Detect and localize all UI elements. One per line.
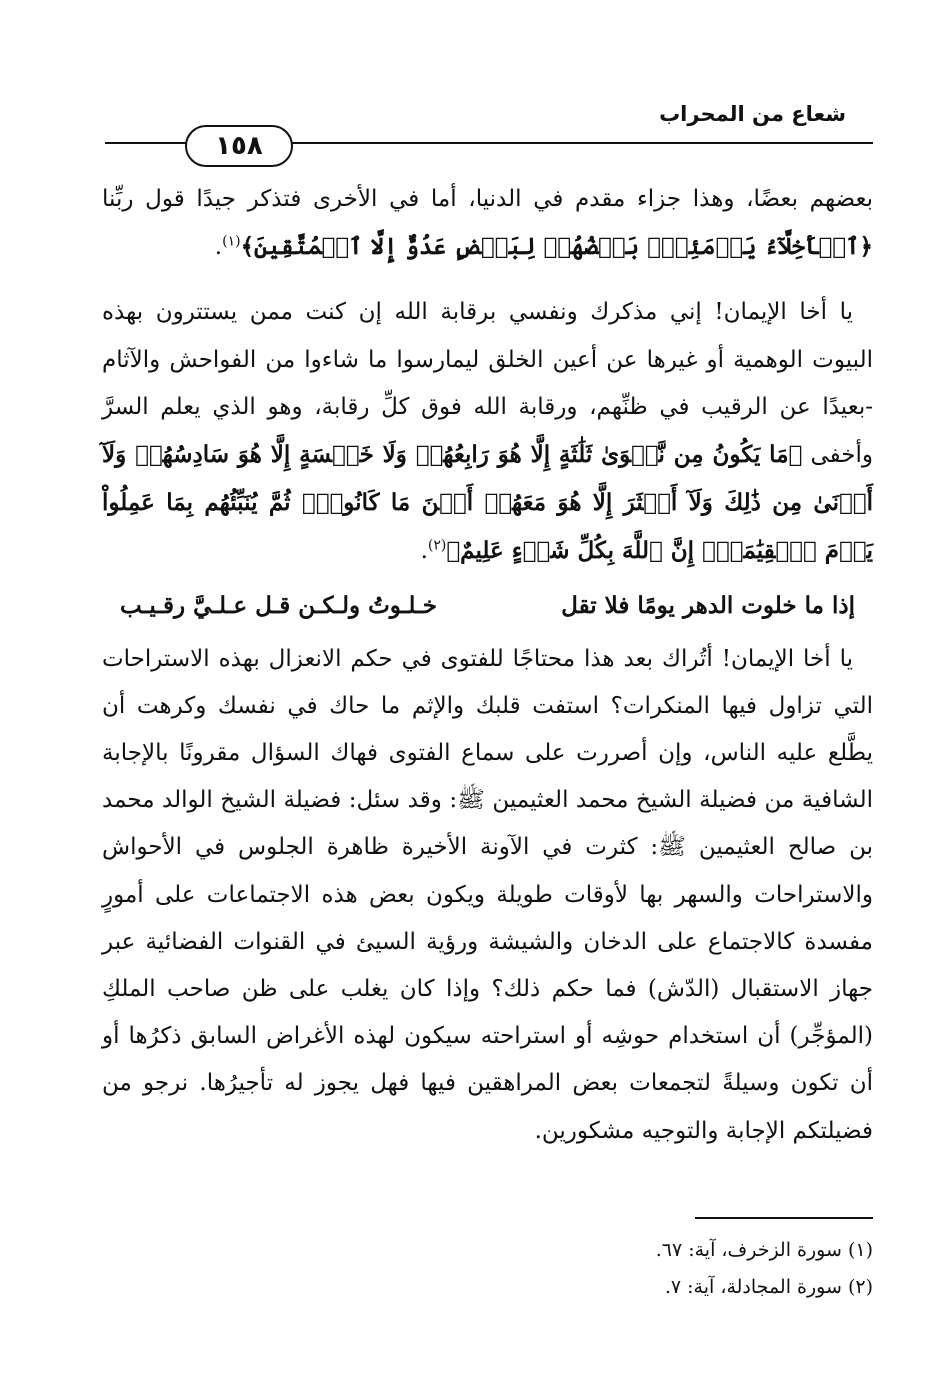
footnote-rule [695,1217,873,1219]
footnote-ref-2: (٢) [427,537,447,554]
footnote-1: (١) سورة الزخرف، آية: ٦٧. [655,1239,873,1261]
page-number: ١٥٨ [185,125,293,167]
quran-verse-2: ﴿مَا يَكُونُ مِن نَّجۡوَىٰ ثَلَٰثَةٍ إِلَّا هُوَ رَابِعُهُمۡ وَلَا خَمۡسَةٍ إِلَّا هُوَ سَادِسُهُمۡ وَلَآ أَدۡنَىٰ مِن ذَٰلِكَ وَلَآ أَكۡثَرَ إِلَّا هُوَ مَعَهُمۡ أَيۡنَ مَا كَانُواْۖ ثُمَّ يُنَبِّئُهُم بِمَا عَمِلُواْ يَوۡمَ ٱلۡقِيَٰمَةِۚ إِنَّ ٱللَّهَ بِكُلِّ شَيۡءٍ عَلِيمٌ﴾ [102,441,873,565]
quran-verse-1: ﴿ٱلۡأَخِلَّآءُ يَوۡمَئِذِۭ بَعۡضُهُمۡ لِبَعۡضٍ عَدُوٌّ إِلَّا ٱلۡمُتَّقِينَ﴾ [240,233,873,261]
paragraph-1-text: بعضهم بعضًا، وهذا جزاء مقدم في الدنيا، أما في الأخرى فتذكر جيدًا قول ربِّنا [102,186,873,212]
footnote-2: (٢) سورة المجادلة، آية: ٧. [664,1276,873,1298]
running-title: شعاع من المحراب [659,102,846,126]
footnotes [102,1232,873,1306]
paragraph-1 [102,176,873,271]
poetry-verse [120,584,855,628]
paragraph-2 [102,289,873,575]
verse-first-half: إذا ما خلوت الدهر يومًا فلا تقل [561,591,855,619]
paragraph-3: يا أخا الإيمان! أتُراك بعد هذا محتاجًا للفتوى في حكم الانعزال بهذه الاستراحات التي تزاول فيها المنكرات؟ استفت قلبك والإثم ما حاك في نفسك وكرهت أن يطَّلع عليه الناس، وإن أصررت على سماع الفتوى فهاك السؤال مقرونًا بالإجابة الشافية من فضيلة الشيخ محمد العثيمين ﷺ: وقد سئل: فضيلة الشيخ الوالد محمد بن صالح العثيمين ﷺ: كثرت في الآونة الأخيرة ظاهرة الجلوس في الأحواش والاستراحات والسهر بها لأوقات طويلة ويكون بعض هذه الاجتماعات على أمورٍ مفسدة كالاجتماع على الدخان والشيشة ورؤية السيئ في القنوات الفضائية عبر جهاز الاستقبال (الدّش) فما حكم ذلك؟ وإذا كان يغلب على ظن صاحب الملكِ (المؤجِّر) أن استخدام حوشِه أو استراحته سيكون لهذه الأغراض السابق ذكرُها أو أن تكون وسيلةً لتجمعات بعض المراهقين فيها فهل يجوز له تأجيرُها. نرجو من فضيلتكم الإجابة والتوجيه مشكورين. [102,645,874,1144]
paragraph-2-end: . [420,538,428,565]
footnote-ref-1: (١) [222,233,241,250]
verse-second-half: خـلـوتُ ولـكـن قـل عـلـيَّ رقـيـب [120,591,437,619]
body-text [102,176,873,1155]
paragraph-1-end: . [214,234,223,261]
paragraph-2-text: يا أخا الإيمان! إني مذكرك ونفسي برقابة الله إن كنت ممن يستترون بهذه البيوت الوهمية أو غيرها عن أعين الخلق ليمارسوا ما شاءوا من الفواحش والآثام -بعيدًا عن الرقيب في ظنِّهم، ورقابة الله فوق كلِّ رقابة، وهو الذي يعلم السرَّ وأخفى [102,299,874,469]
